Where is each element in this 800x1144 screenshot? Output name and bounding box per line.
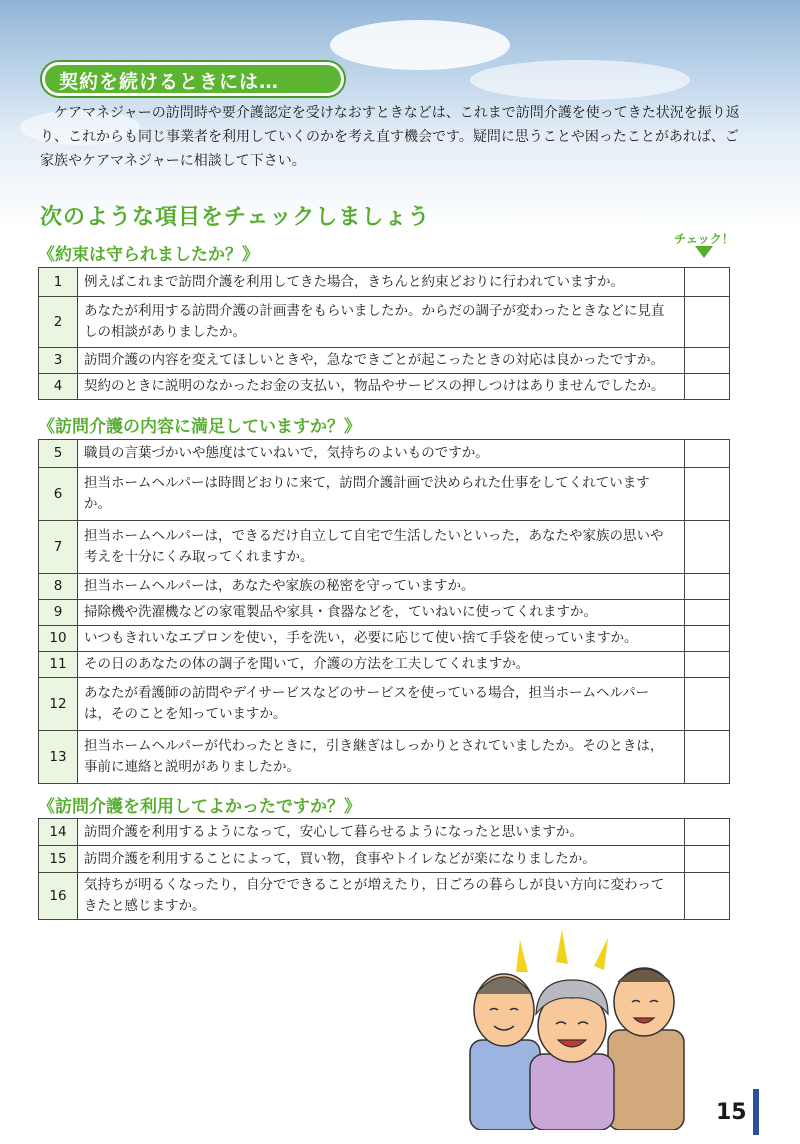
item-number: 4: [39, 374, 78, 400]
table-row: [39, 819, 730, 846]
check-box[interactable]: [685, 297, 730, 348]
item-number: 16: [39, 873, 78, 920]
man-right-figure: [608, 968, 684, 1130]
item-number: 15: [39, 846, 78, 873]
group-heading-3: 《訪問介護を利用してよかったですか？》: [38, 797, 361, 817]
item-number: 1: [39, 268, 78, 297]
check-box[interactable]: [685, 678, 730, 731]
item-number: 3: [39, 348, 78, 374]
check-box[interactable]: [685, 731, 730, 784]
table-row: [39, 268, 730, 297]
check-box[interactable]: [685, 374, 730, 400]
check-heading: 次のような項目をチェックしましょう: [40, 205, 431, 230]
group-heading-2: 《訪問介護の内容に満足していますか？》: [38, 417, 361, 437]
item-text: 担当ホームヘルパーは，あなたや家族の秘密を守っていますか。: [78, 574, 685, 600]
item-text: 掃除機や洗濯機などの家電製品や家具・食器などを，ていねいに使ってくれますか。: [78, 600, 685, 626]
check-box[interactable]: [685, 652, 730, 678]
item-text: あなたが利用する訪問介護の計画書をもらいましたか。からだの調子が変わったときなどに見直しの相談がありましたか。: [78, 297, 685, 348]
check-column-label: チェック！: [674, 232, 734, 246]
item-text: 訪問介護を利用することによって，買い物，食事やトイレなどが楽になりましたか。: [78, 846, 685, 873]
item-text: 契約のときに説明のなかったお金の支払い，物品やサービスの押しつけはありませんでしたか。: [78, 374, 685, 400]
check-box[interactable]: [685, 440, 730, 468]
table-row: [39, 440, 730, 468]
item-text: 訪問介護の内容を変えてほしいときや，急なできごとが起こったときの対応は良かったですか。: [78, 348, 685, 374]
checklist-table-2: [38, 439, 730, 784]
item-number: 2: [39, 297, 78, 348]
checklist-table-3: [38, 818, 730, 920]
check-box[interactable]: [685, 846, 730, 873]
check-box[interactable]: [685, 626, 730, 652]
elderly-people-illustration: [458, 930, 690, 1130]
checklist-table-1: [38, 267, 730, 400]
item-number: 13: [39, 731, 78, 784]
check-box[interactable]: [685, 268, 730, 297]
check-arrow-icon: [695, 246, 713, 258]
item-text: 訪問介護を利用するようになって，安心して暮らせるようになったと思いますか。: [78, 819, 685, 846]
sparkle-icon: [516, 930, 608, 972]
item-number: 8: [39, 574, 78, 600]
table-row: [39, 521, 730, 574]
check-box[interactable]: [685, 819, 730, 846]
cloud-shape: [330, 20, 510, 70]
item-text: その日のあなたの体の調子を聞いて，介護の方法を工夫してくれますか。: [78, 652, 685, 678]
table-row: [39, 574, 730, 600]
page-number-bar: [753, 1089, 759, 1135]
item-text: 担当ホームヘルパーは時間どおりに来て，訪問介護計画で決められた仕事をしてくれていますか。: [78, 468, 685, 521]
table-row: [39, 348, 730, 374]
item-text: 担当ホームヘルパーは，できるだけ自立して自宅で生活したいといった，あなたや家族の思いや考えを十分にくみ取ってくれますか。: [78, 521, 685, 574]
item-text: 担当ホームヘルパーが代わったときに，引き継ぎはしっかりとされていましたか。そのときは，事前に連絡と説明がありましたか。: [78, 731, 685, 784]
item-number: 9: [39, 600, 78, 626]
check-box[interactable]: [685, 348, 730, 374]
item-number: 7: [39, 521, 78, 574]
table-row: [39, 873, 730, 920]
item-number: 10: [39, 626, 78, 652]
table-row: [39, 678, 730, 731]
item-number: 12: [39, 678, 78, 731]
item-number: 6: [39, 468, 78, 521]
section-title: 契約を続けるときには…: [42, 62, 344, 96]
page-number: 15: [716, 1100, 747, 1125]
table-row: [39, 731, 730, 784]
table-row: [39, 652, 730, 678]
item-number: 14: [39, 819, 78, 846]
group-heading-1: 《約束は守られましたか？》: [38, 245, 259, 265]
woman-center-figure: [530, 980, 614, 1130]
intro-paragraph: ケアマネジャーの訪問時や要介護認定を受けなおすときなどは、これまで訪問介護を使ってきた状況を振り返り、これからも同じ事業者を利用していくのかを考え直す機会です。疑問に思うことや困ったことがあれば、ご家族やケアマネジャーに相談して下さい。: [40, 105, 740, 169]
item-text: 気持ちが明るくなったり，自分でできることが増えたり，日ごろの暮らしが良い方向に変わってきたと感じますか。: [78, 873, 685, 920]
check-box[interactable]: [685, 574, 730, 600]
item-number: 11: [39, 652, 78, 678]
table-row: [39, 297, 730, 348]
item-text: 例えばこれまで訪問介護を利用してきた場合，きちんと約束どおりに行われていますか。: [78, 268, 685, 297]
check-box[interactable]: [685, 600, 730, 626]
table-row: [39, 626, 730, 652]
cloud-shape: [470, 60, 690, 100]
check-box[interactable]: [685, 521, 730, 574]
item-text: あなたが看護師の訪問やデイサービスなどのサービスを使っている場合，担当ホームヘルパーは，そのことを知っていますか。: [78, 678, 685, 731]
check-box[interactable]: [685, 468, 730, 521]
check-box[interactable]: [685, 873, 730, 920]
table-row: [39, 468, 730, 521]
item-text: 職員の言葉づかいや態度はていねいで，気持ちのよいものですか。: [78, 440, 685, 468]
item-text: いつもきれいなエプロンを使い，手を洗い，必要に応じて使い捨て手袋を使っていますか。: [78, 626, 685, 652]
item-number: 5: [39, 440, 78, 468]
table-row: [39, 374, 730, 400]
table-row: [39, 846, 730, 873]
table-row: [39, 600, 730, 626]
